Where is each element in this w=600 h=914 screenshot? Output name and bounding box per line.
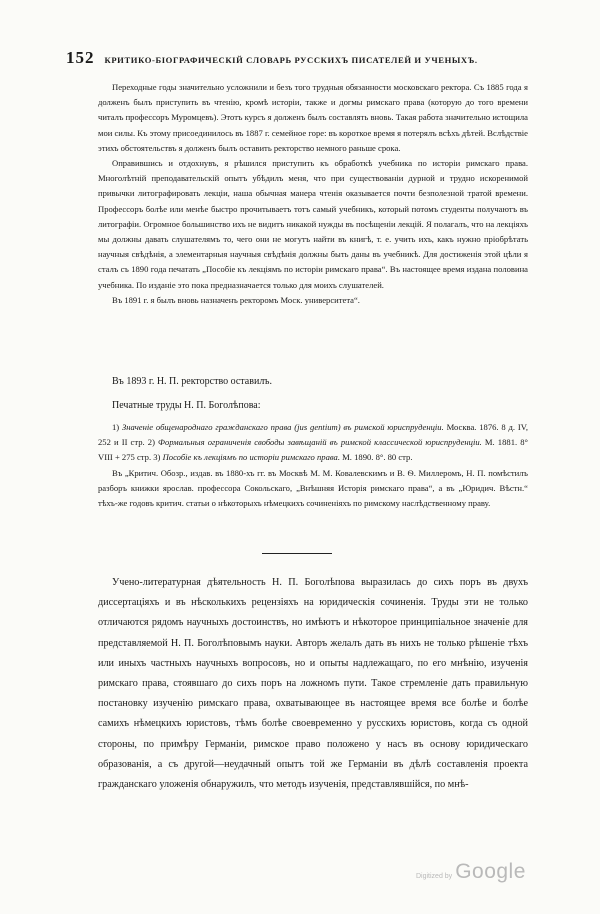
paragraph: Въ 1891 г. я былъ вновь назначенъ ректоромъ Моск. университета“. [112,294,360,305]
rector-line: Въ 1893 г. Н. П. ректорство оставилъ. [112,376,272,387]
autobiography-excerpt [98,80,528,308]
work-number: 3) [153,452,163,463]
works-entries [98,420,528,466]
main-text [98,573,528,795]
section-divider [262,553,332,554]
page-header [66,48,536,68]
work-title: Значеніе общенароднаго гражданскаго права (jus gentium) въ римской юриспруденціи. [122,422,444,432]
work-title: Формальныя ограниченія свободы завѣщаній въ римской классической юриспруденціи. [158,437,482,448]
work-title: Пособіе къ лекціямъ по исторіи римскаго права. [162,452,341,463]
work-details: М. 1890. 8°. 80 стр. [340,452,413,463]
paragraph: Оправившись и отдохнувъ, я рѣшился приступить къ обработкѣ учебника по исторіи римскаго права. Многолѣтній преподавательскій опытъ убѣдилъ меня, что при существованіи дурной и трудно искоренимой привычки литографировать лекціи, наша обычная манера чтенія оказывается почти безполезной тратой времени. Профессоръ болѣе или менѣе быстро прочитываетъ тотъ самый учебникъ, который потомъ студенты получаютъ въ литографіи. Огромное большинство ихъ не видитъ никакой нужды въ посѣщеніи лекцій. Я полагалъ, что на лекціяхъ мы должны давать слушателямъ то, чего они не могутъ найти въ книгѣ, т. е. учить ихъ, какъ нужно пріобрѣтать научныя свѣдѣнія, а элементарныя научныя свѣдѣнія должны быть даны въ учебникѣ. Для достиженія этой цѣли я сталъ съ 1890 года печатать „Пособіе къ лекціямъ по исторіи римскаго права“. Въ настоящее время издана половина учебника. По изданіе это пока предназначается только для моихъ слушателей. [98,158,528,290]
works-heading: Печатные труды Н. П. Боголѣпова: [112,400,261,411]
rector-note [98,374,528,390]
work-number: 1) [112,422,122,432]
running-title: КРИТИКО-БІОГРАФИЧЕСКІЙ СЛОВАРЬ РУССКИХЪ ПИСАТЕЛЕЙ И УЧЕНЫХЪ. [104,55,478,65]
digitized-watermark [416,860,526,884]
works-list [98,420,528,511]
main-paragraph: Учено-литературная дѣятельность Н. П. Боголѣпова выразилась до сихъ поръ въ двухъ диссертаціяхъ и въ нѣсколькихъ рецензіяхъ на юридическія сочиненія. Труды эти не только отличаются рядомъ научныхъ достоинствъ, но имѣютъ и нѣкоторое принципіальное значеніе для представляемой Н. П. Боголѣповымъ науки. Авторъ желалъ дать въ нихъ не только рѣшеніе тѣхъ или иныхъ частныхъ научныхъ вопросовъ, но и опыты надлежащаго, по его мнѣнію, изученія римскаго права, стоявшаго до сихъ поръ на ложномъ пути. Такое стремленіе дать правильную постановку изученію римскаго права, охватывающее въ настоящее время все болѣе и болѣе самихъ нѣмецкихъ юристовъ, тѣмъ болѣе своевременно у русскихъ юристовъ, когда съ одной стороны, по примѣру Германіи, римское право положено у насъ въ основу юридическаго образованія, а съ другой—неудачный опытъ той же Германіи въ дѣлѣ составленія проекта гражданскаго уложенія обнаружилъ, что методъ изученія, представлявшійся, по мнѣ- [98,577,528,791]
reviews-paragraph: Въ „Критич. Обозр., издав. въ 1880-хъ гг. въ Москвѣ М. М. Ковалевскимъ и В. Ѳ. Миллеромъ, Н. П. помѣстилъ разборъ книжки ярослав. профессора Сокольскаго, „Внѣшняя Исторія римскаго права“, а въ „Юридич. Вѣстн.“ тѣхъ-же годовъ критич. статьи о нѣкоторыхъ нѣмецкихъ сочиненіяхъ по римскому наслѣдственному праву. [98,467,528,509]
work-number: 2) [147,437,159,448]
works-heading-block [98,398,528,414]
page-number: 152 [66,48,95,67]
google-logo: Google [455,860,526,883]
work-details: Москва. 1876. 8 д. IV, 252 и II стр. [98,422,528,448]
work-details: М. 1881. 8° VIII + 275 стр. [98,437,528,463]
paragraph: Переходные годы значительно усложнили и безъ того трудныя обязанности московскаго ректора. Съ 1885 года я долженъ былъ приступить въ чтенію, кромѣ исторіи, также и догмы римскаго права (которую до того времени читалъ профессоръ Муромцевъ). Этотъ курсъ я долженъ былъ составлять вновь. Такая работа значительно истощила мои силы. Къ этому присоединилось въ 1887 г. семейное горе: въ короткое время я потерялъ всѣхъ дѣтей. Вслѣдствіе этихъ обстоятельствъ я долженъ былъ оставить ректорство немного раньше срока. [98,82,528,153]
watermark-prefix: Digitized by [416,873,453,880]
